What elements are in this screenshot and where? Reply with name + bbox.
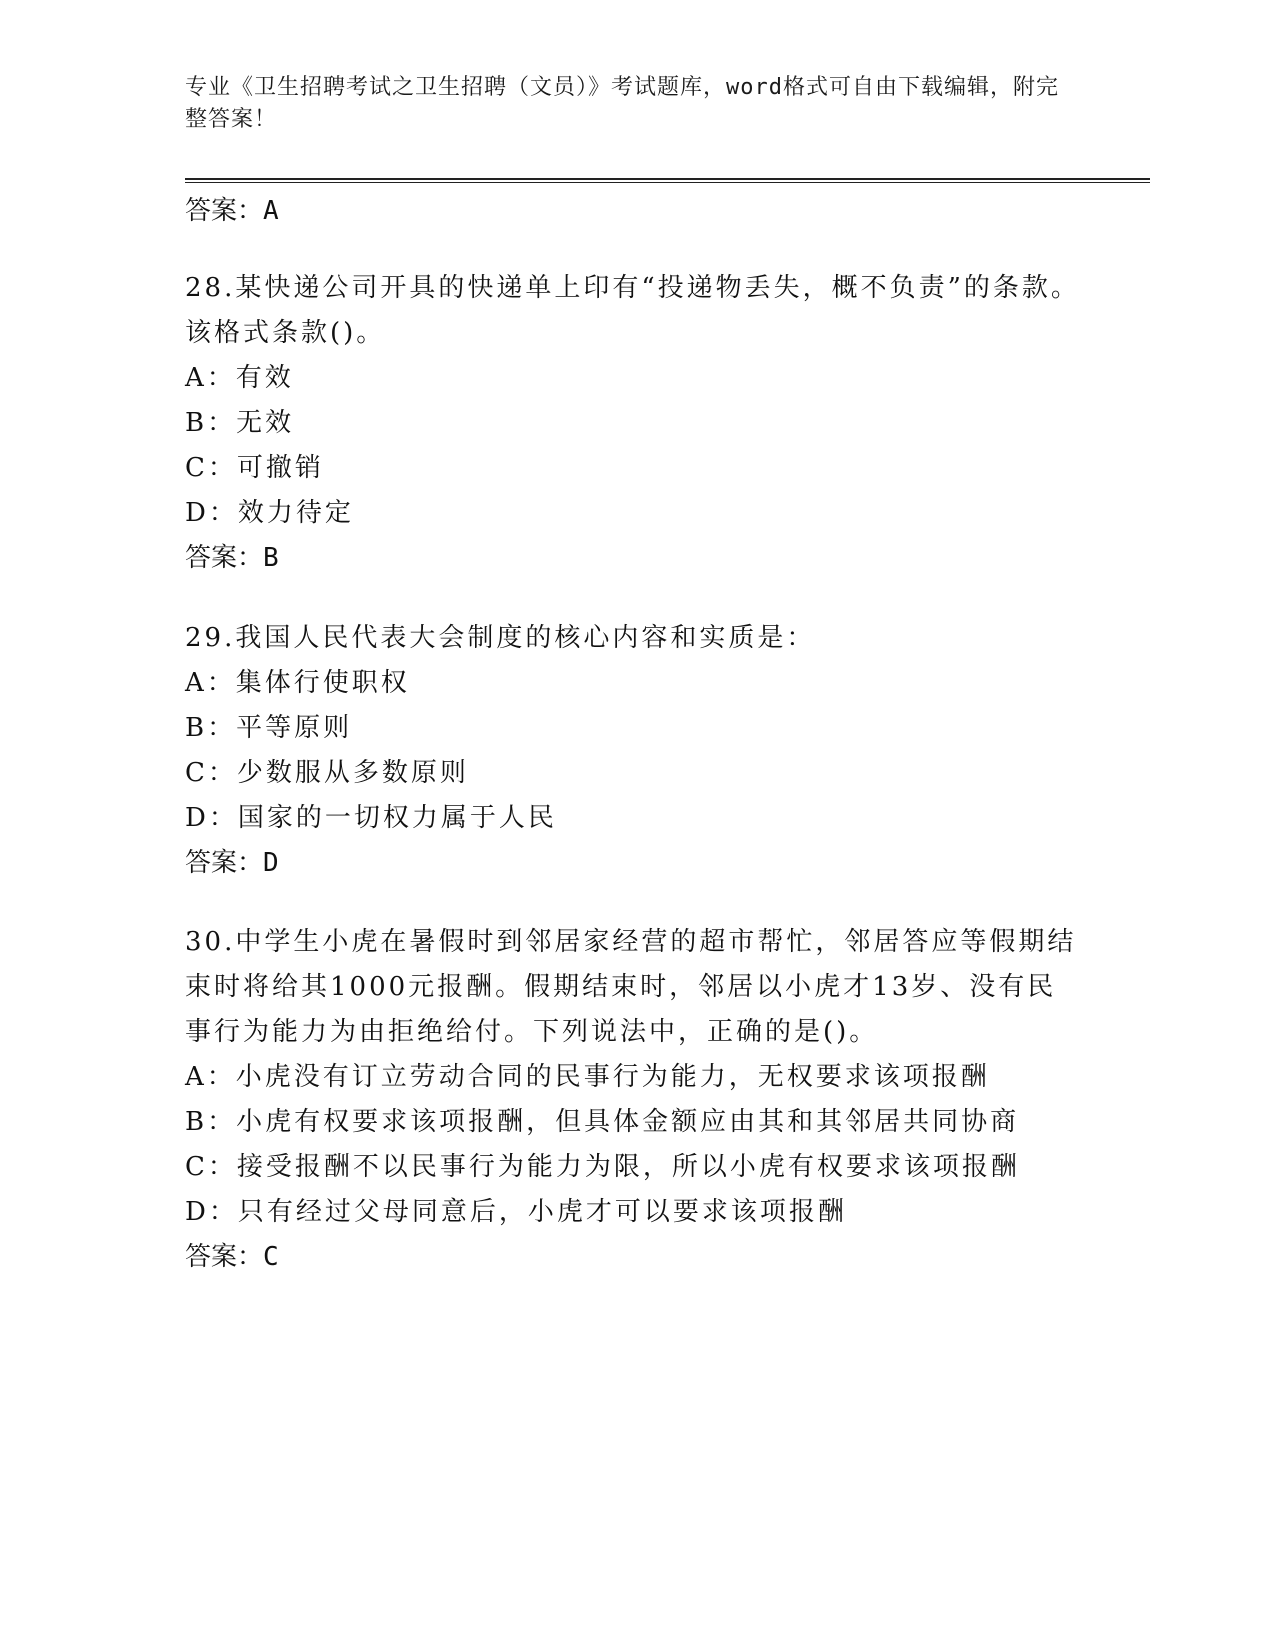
answer (185, 536, 1085, 581)
document-header: 专业《卫生招聘考试之卫生招聘（文员）》考试题库，word格式可自由下载编辑，附完整答案！ (185, 75, 1059, 132)
previous-answer (185, 192, 279, 230)
answer-label: 答案： (185, 196, 264, 226)
option-a: A：有效 (185, 363, 294, 393)
answer-value: A (263, 196, 279, 226)
answer-label: 答案： (185, 1242, 264, 1272)
option-d: D：国家的一切权力属于人民 (185, 803, 557, 833)
option-b: B：无效 (185, 408, 295, 438)
question-29 (185, 616, 1085, 886)
answer-value: B (263, 543, 279, 573)
option-b: B：小虎有权要求该项报酬，但具体金额应由其和其邻居共同协商 (185, 1107, 1020, 1137)
option-b: B：平等原则 (185, 713, 353, 743)
answer-value: D (263, 848, 279, 878)
option-a: A：小虎没有订立劳动合同的民事行为能力，无权要求该项报酬 (185, 1062, 990, 1092)
question-text: 30.中学生小虎在暑假时到邻居家经营的超市帮忙，邻居答应等假期结束时将给其1000元报酬。假期结束时，邻居以小虎才13岁、没有民事行为能力为由拒绝给付。下列说法中，正确的是()。 (185, 927, 1077, 1047)
option-a: A：集体行使职权 (185, 668, 410, 698)
answer (185, 1235, 1085, 1280)
answer-label: 答案： (185, 848, 264, 878)
question-28 (185, 266, 1085, 581)
option-d: D：只有经过父母同意后，小虎才可以要求该项报酬 (185, 1197, 847, 1227)
question-text: 29.我国人民代表大会制度的核心内容和实质是： (185, 623, 816, 653)
header-divider (185, 178, 1150, 183)
answer-label: 答案： (185, 543, 264, 573)
option-d: D：效力待定 (185, 498, 354, 528)
option-c: C：少数服从多数原则 (185, 758, 469, 788)
question-text: 28.某快递公司开具的快递单上印有“投递物丢失，概不负责”的条款。该格式条款()。 (185, 273, 1080, 348)
option-c: C：可撤销 (185, 453, 324, 483)
answer (185, 841, 1085, 886)
question-30 (185, 920, 1085, 1280)
answer-value: C (263, 1242, 279, 1272)
option-c: C：接受报酬不以民事行为能力为限，所以小虎有权要求该项报酬 (185, 1152, 1020, 1182)
